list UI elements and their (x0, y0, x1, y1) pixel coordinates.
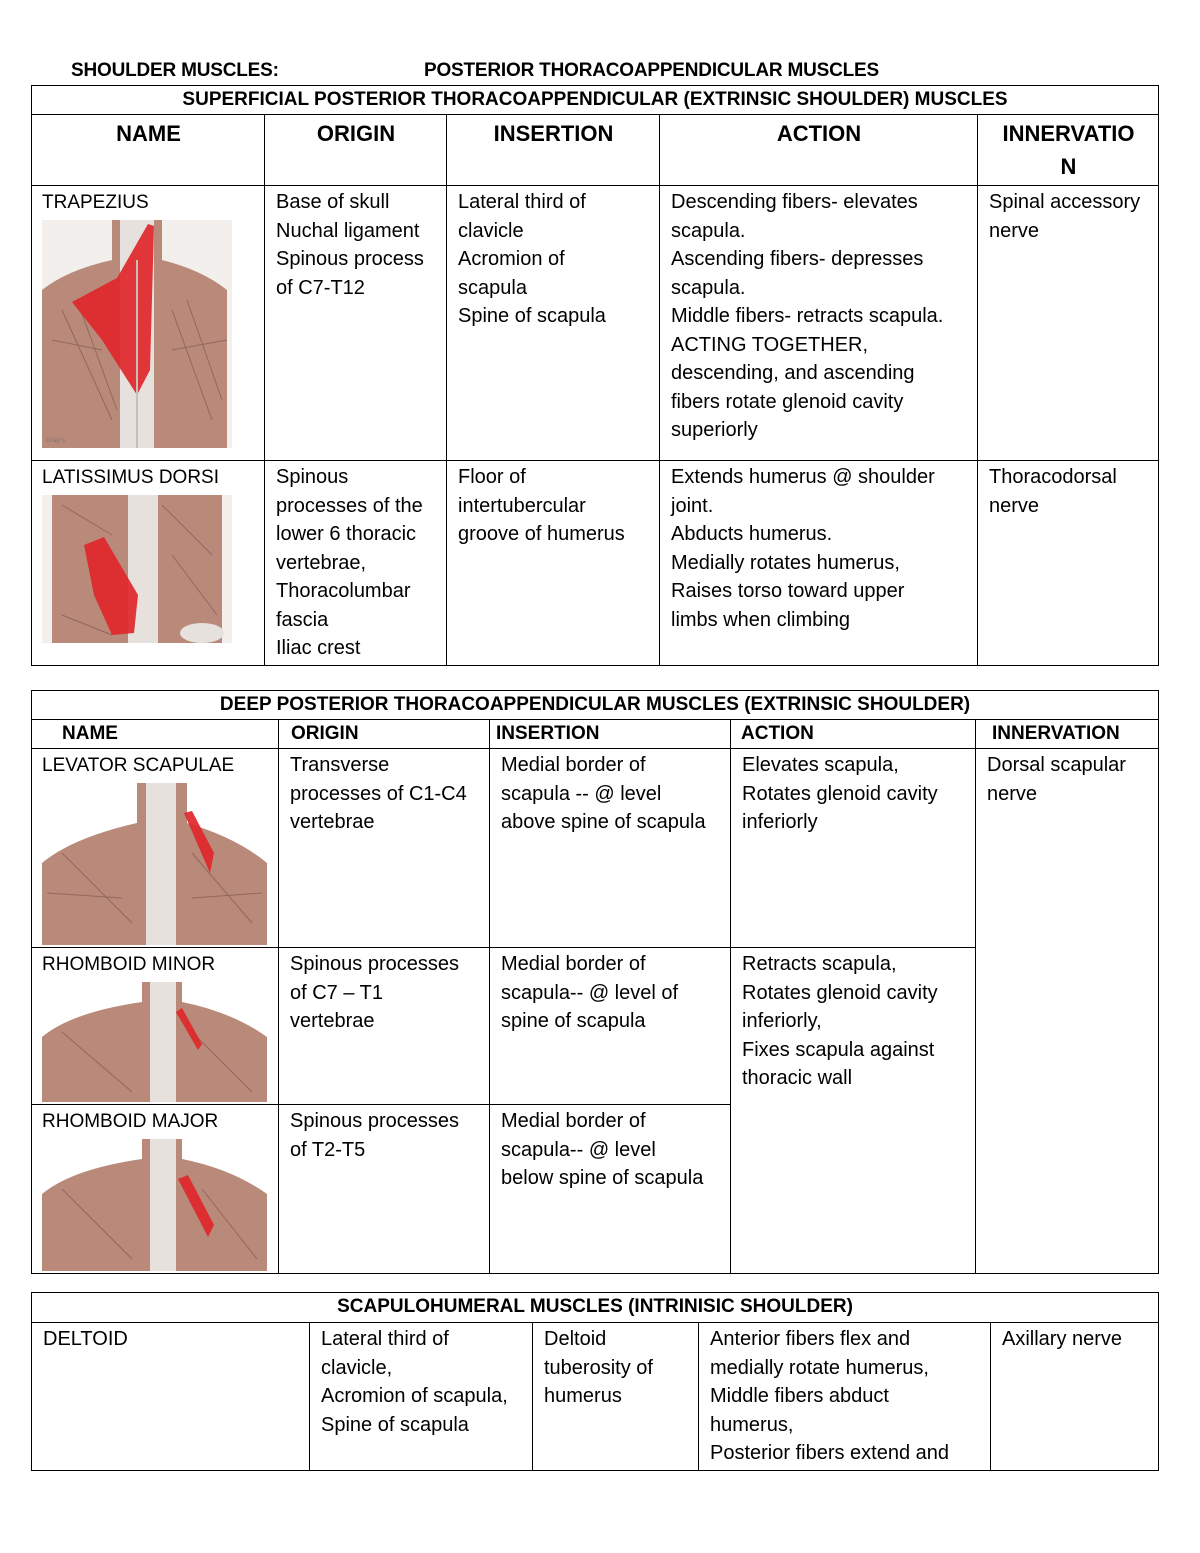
col-header-origin: ORIGIN (279, 720, 490, 749)
scapulohumeral-muscles-table (31, 1292, 1159, 1471)
origin-cell: Spinous processes of T2-T5 (279, 1105, 490, 1274)
col-header-action: ACTION (660, 115, 978, 186)
table-row (32, 461, 1159, 666)
muscle-name: LEVATOR SCAPULAE (42, 755, 235, 776)
muscle-name: DELTOID (43, 1328, 128, 1350)
insertion-cell: Floor of intertubercular groove of humerus (447, 461, 660, 666)
levator-scapulae-illustration (42, 783, 267, 945)
col-header-name: NAME (32, 115, 265, 186)
superficial-muscles-table (31, 85, 1159, 666)
muscle-name: TRAPEZIUS (42, 192, 149, 213)
col-header-insertion: INSERTION (447, 115, 660, 186)
origin-cell: Spinous processes of the lower 6 thoracic vertebrae, Thoracolumbar fascia Iliac crest (265, 461, 447, 666)
table-row (32, 1323, 1159, 1471)
muscle-name: LATISSIMUS DORSI (42, 467, 220, 488)
origin-cell: Lateral third of clavicle, Acromion of scapula, Spine of scapula (310, 1323, 533, 1471)
action-cell: Descending fibers- elevates scapula. Ascending fibers- depresses scapula. Middle fibers- retracts scapula. ACTING TOGETHER, descending, and ascending fibers rotate glenoid cavity superiorly (660, 186, 978, 461)
action-cell: Anterior fibers flex and medially rotate humerus, Middle fibers abduct humerus, Posterior fibers extend and (699, 1323, 991, 1471)
insertion-cell: Deltoid tuberosity of humerus (533, 1323, 699, 1471)
action-cell: Retracts scapula, Rotates glenoid cavity inferiorly, Fixes scapula against thoracic wall (731, 948, 976, 1274)
deep-table-title: DEEP POSTERIOR THORACOAPPENDICULAR MUSCLES (EXTRINSIC SHOULDER) (32, 691, 1159, 720)
innervation-cell: Dorsal scapular nerve (976, 749, 1159, 1274)
origin-cell: Transverse processes of C1-C4 vertebrae (279, 749, 490, 948)
col-header-name: NAME (32, 720, 279, 749)
table-row (32, 749, 1159, 948)
page-heading-left: SHOULDER MUSCLES: (71, 60, 279, 81)
origin-cell: Spinous processes of C7 – T1 vertebrae (279, 948, 490, 1105)
col-header-origin: ORIGIN (265, 115, 447, 186)
col-header-innervation: INNERVATION (976, 720, 1159, 749)
col-header-action: ACTION (731, 720, 976, 749)
col-header-innervation: INNERVATIO N (978, 115, 1159, 186)
action-cell: Extends humerus @ shoulder joint. Abducts humerus. Medially rotates humerus, Raises torso toward upper limbs when climbing (660, 461, 978, 666)
page-heading-right: POSTERIOR THORACOAPPENDICULAR MUSCLES (424, 60, 879, 81)
deep-muscles-table (31, 690, 1159, 1274)
latissimus-dorsi-illustration (42, 495, 232, 643)
innervation-cell: Spinal accessory nerve (978, 186, 1159, 461)
innervation-cell: Thoracodorsal nerve (978, 461, 1159, 666)
insertion-cell: Medial border of scapula -- @ level above spine of scapula (490, 749, 731, 948)
insertion-cell: Medial border of scapula-- @ level of spine of scapula (490, 948, 731, 1105)
table-row (32, 186, 1159, 461)
muscle-name: RHOMBOID MAJOR (42, 1111, 219, 1132)
rhomboid-major-illustration (42, 1139, 267, 1271)
scapulohumeral-table-title: SCAPULOHUMERAL MUSCLES (INTRINISIC SHOULDER) (32, 1293, 1159, 1323)
insertion-cell: Lateral third of clavicle Acromion of scapula Spine of scapula (447, 186, 660, 461)
origin-cell: Base of skull Nuchal ligament Spinous process of C7-T12 (265, 186, 447, 461)
action-cell: Elevates scapula, Rotates glenoid cavity inferiorly (731, 749, 976, 948)
trapezius-illustration (42, 220, 232, 448)
insertion-cell: Medial border of scapula-- @ level below spine of scapula (490, 1105, 731, 1274)
superficial-table-title: SUPERFICIAL POSTERIOR THORACOAPPENDICULAR (EXTRINSIC SHOULDER) MUSCLES (32, 86, 1159, 115)
svg-text:Gray's: Gray's (46, 437, 66, 444)
col-header-insertion: INSERTION (490, 720, 731, 749)
muscle-name: RHOMBOID MINOR (42, 954, 216, 975)
muscle-name-cell (32, 1323, 310, 1471)
innervation-cell: Axillary nerve (991, 1323, 1159, 1471)
rhomboid-minor-illustration (42, 982, 267, 1102)
